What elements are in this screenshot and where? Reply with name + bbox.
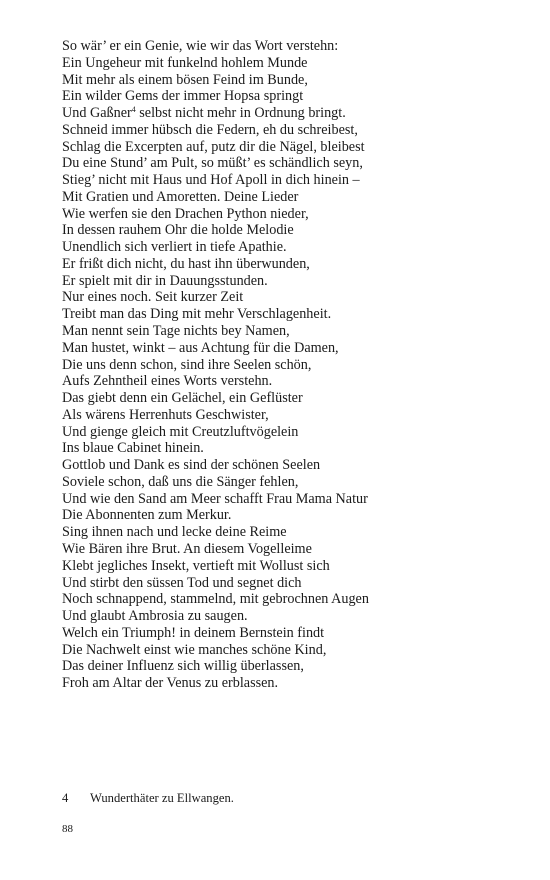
poem-line: Aufs Zehntheil eines Worts verstehn. <box>62 373 273 390</box>
poem-line: In dessen rauhem Ohr die holde Melodie <box>62 222 294 239</box>
poem-line: Als wärens Herrenhuts Geschwister, <box>62 406 269 423</box>
page-number: 88 <box>62 823 73 835</box>
poem-line: Ins blaue Cabinet hinein. <box>62 440 204 457</box>
poem-line: Man hustet, winkt – aus Achtung für die Damen, <box>62 339 339 356</box>
poem-line: Das giebt denn ein Gelächel, ein Geflüster <box>62 390 303 407</box>
poem-line: Sing ihnen nach und lecke deine Reime <box>62 524 287 541</box>
poem-line: Ein wilder Gems der immer Hopsa springt <box>62 88 304 105</box>
poem-line: So wär’ er ein Genie, wie wir das Wort verstehn: <box>62 38 339 54</box>
poem-line: Treibt man das Ding mit mehr Verschlagenheit. <box>62 306 332 323</box>
poem-line: Er spielt mit dir in Dauungsstunden. <box>62 272 268 289</box>
poem-line: Unendlich sich verliert in tiefe Apathie. <box>62 239 287 256</box>
poem-line: Mit Gratien und Amoretten. Deine Lieder <box>62 188 299 205</box>
poem-line: Die Nachwelt einst wie manches schöne Kind, <box>62 641 327 658</box>
footnote <box>62 790 234 806</box>
poem-line: Du eine Stund’ am Pult, so müßt’ es schändlich seyn, <box>62 155 363 172</box>
poem-line: Wie Bären ihre Brut. An diesem Vogelleime <box>62 540 312 557</box>
poem-line: Froh am Altar der Venus zu erblassen. <box>62 675 279 692</box>
poem-line: Wie werfen sie den Drachen Python nieder, <box>62 205 309 222</box>
poem-line: Und stirbt den süssen Tod und segnet dich <box>62 574 302 591</box>
poem-text <box>62 38 502 692</box>
poem-line-start: Und Gaßner <box>62 105 132 122</box>
poem-line: Die Abonnenten zum Merkur. <box>62 507 232 524</box>
poem-line: Welch ein Triumph! in deinem Bernstein findt <box>62 624 325 641</box>
footnote-text: Wunderthäter zu Ellwangen. <box>90 791 234 805</box>
poem-line: Stieg’ nicht mit Haus und Hof Apoll in dich hinein – <box>62 172 360 189</box>
footnote-number: 4 <box>62 791 69 805</box>
poem-line: Nur eines noch. Seit kurzer Zeit <box>62 289 244 306</box>
poem-line: Mit mehr als einem bösen Feind im Bunde, <box>62 71 308 88</box>
poem-line: Schneid immer hübsch die Federn, eh du schreibest, <box>62 121 358 138</box>
poem-line-with-footnote-ref <box>62 105 502 122</box>
poem-line-end: selbst nicht mehr in Ordnung bringt. <box>135 105 346 122</box>
poem-line: Man nennt sein Tage nichts bey Namen, <box>62 323 290 340</box>
poem-line: Er frißt dich nicht, du hast ihn überwunden, <box>62 255 310 272</box>
poem-line: Klebt jegliches Insekt, vertieft mit Wollust sich <box>62 557 330 574</box>
poem-line: Schlag die Excerpten auf, putz dir die Nägel, bleibest <box>62 138 365 155</box>
poem-line: Und gienge gleich mit Creutzluftvögelein <box>62 423 299 440</box>
poem-line: Und wie den Sand am Meer schafft Frau Mama Natur <box>62 490 368 507</box>
poem-line: Ein Ungeheur mit funkelnd hohlem Munde <box>62 54 308 71</box>
poem-line: Die uns denn schon, sind ihre Seelen schön, <box>62 356 312 373</box>
poem-line: Das deiner Influenz sich willig überlassen, <box>62 658 304 675</box>
poem-line: Und glaubt Ambrosia zu saugen. <box>62 608 248 625</box>
poem-line: Gottlob und Dank es sind der schönen Seelen <box>62 457 321 474</box>
poem-line: Soviele schon, daß uns die Sänger fehlen, <box>62 473 299 490</box>
footnote-reference[interactable]: 4 <box>131 105 136 115</box>
poem-line: Noch schnappend, stammelnd, mit gebrochnen Augen <box>62 591 369 608</box>
